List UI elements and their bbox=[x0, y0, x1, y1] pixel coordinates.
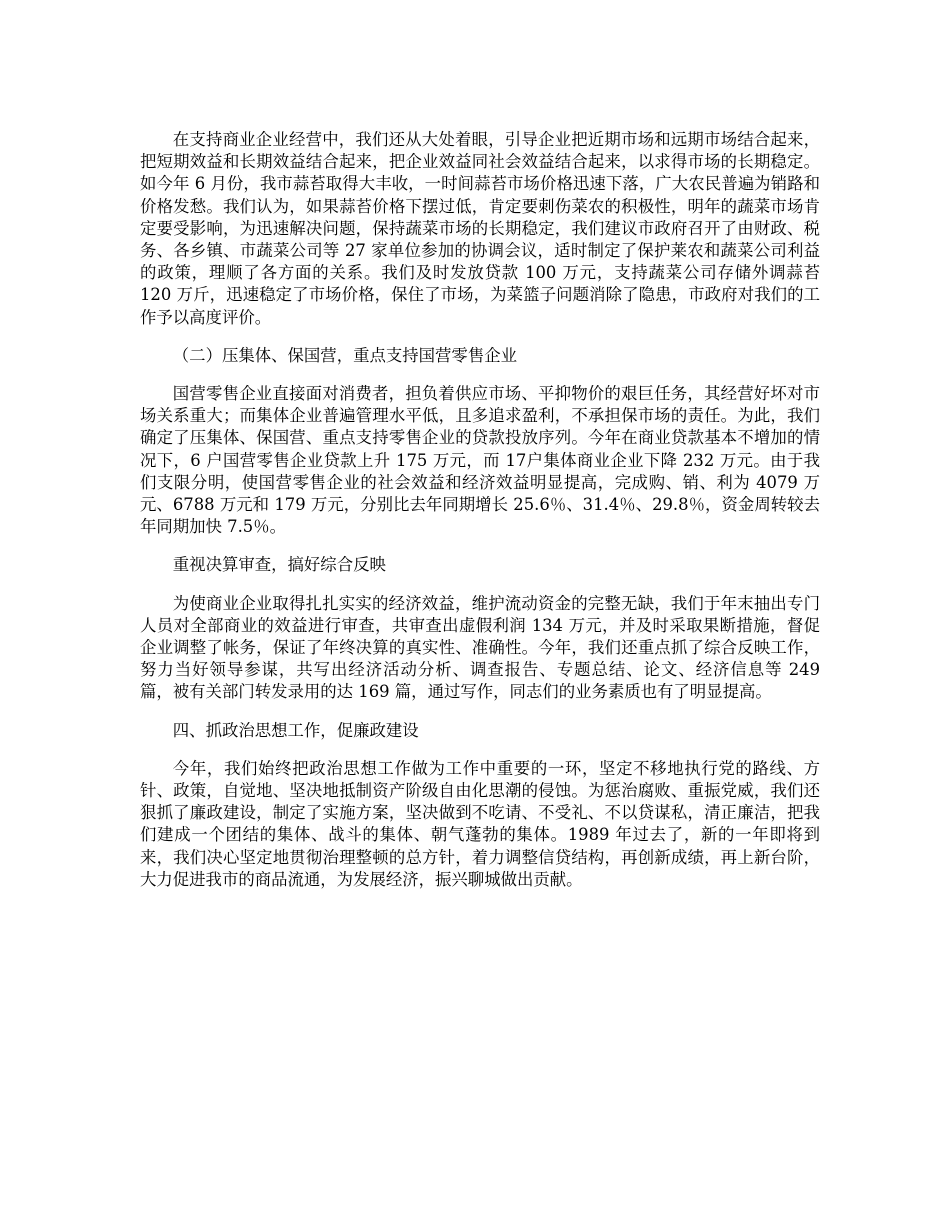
document-page bbox=[140, 129, 820, 891]
paragraph-state-retail: 国营零售企业直接面对消费者，担负着供应市场、平抑物价的艰巨任务，其经营好坏对市场关系重大；而集体企业普遍管理水平低，且多追求盈利，不承担保市场的责任。为此，我们确定了压集体、保国营、重点支持零售企业的贷款投放序列。今年在商业贷款基本不增加的情况下，6 户国营零售企业贷款上升 175 万元，而 17户集体商业企业下降 232 万元。由于我们支限分明，使国营零售企业的社会效益和经济效益明显提高，完成购、销、利为 4079 万元、6788 万元和 179 万元，分别比去年同期增长 25.6％、31.4％、29.8％，资金周转较去年同期加快 7.5％。 bbox=[140, 384, 820, 537]
section-heading-audit: 重视决算审查，搞好综合反映 bbox=[172, 555, 386, 575]
paragraph-political-work: 今年，我们始终把政治思想工作做为工作中重要的一环，坚定不移地执行党的路线、方针、政策，自觉地、坚决地抵制资产阶级自由化思潮的侵蚀。为惩治腐败、重振党威，我们还狠抓了廉政建设，制定了实施方案，坚决做到不吃请、不受礼、不以贷谋私，清正廉洁，把我们建成一个团结的集体、战斗的集体、朝气蓬勃的集体。1989 年过去了，新的一年即将到来，我们决心坚定地贯彻治理整顿的总方针，着力调整信贷结构，再创新成绩，再上新台阶，大力促进我市的商品流通，为发展经济，振兴聊城做出贡献。 bbox=[140, 758, 820, 889]
section-heading-political-work: 四、抓政治思想工作，促廉政建设 bbox=[172, 720, 419, 740]
paragraph-market-stability: 在支持商业企业经营中，我们还从大处着眼，引导企业把近期市场和远期市场结合起来，把短期效益和长期效益结合起来，把企业效益同社会效益结合起来，以求得市场的长期稳定。如今年 6 月份，我市蒜苔取得大丰收，一时间蒜苔市场价格迅速下落，广大农民普遍为销路和价格发愁。我们认为，如果蒜苔价格下摆过低，肯定要刺伤菜农的积极性，明年的蔬菜市场肯定要受影响，为迅速解决问题，保持蔬菜市场的长期稳定，我们建议市政府召开了由财政、税务、各乡镇、市蔬菜公司等 27 家单位参加的协调会议，适时制定了保护莱农和蔬菜公司利益的政策，理顺了各方面的关系。我们及时发放贷款 100 万元，支持蔬菜公司存储外调蒜苔 120 万斤，迅速稳定了市场价格，保住了市场，为菜篮子问题消除了隐患，市政府对我们的工作予以高度评价。 bbox=[140, 130, 820, 327]
section-heading-state-retail: （二）压集体、保国营，重点支持国营零售企业 bbox=[172, 345, 517, 365]
paragraph-audit: 为使商业企业取得扎扎实实的经济效益，维护流动资金的完整无缺，我们于年末抽出专门人员对全部商业的效益进行审查，共审查出虚假利润 134 万元，并及时采取果断措施，督促企业调整了帐务，保证了年终决算的真实性、准确性。今年，我们还重点抓了综合反映工作，努力当好领导参谋，共写出经济活动分析、调查报告、专题总结、论文、经济信息等 249 篇，被有关部门转发录用的达 169 篇，通过写作，同志们的业务素质也有了明显提高。 bbox=[140, 593, 820, 702]
